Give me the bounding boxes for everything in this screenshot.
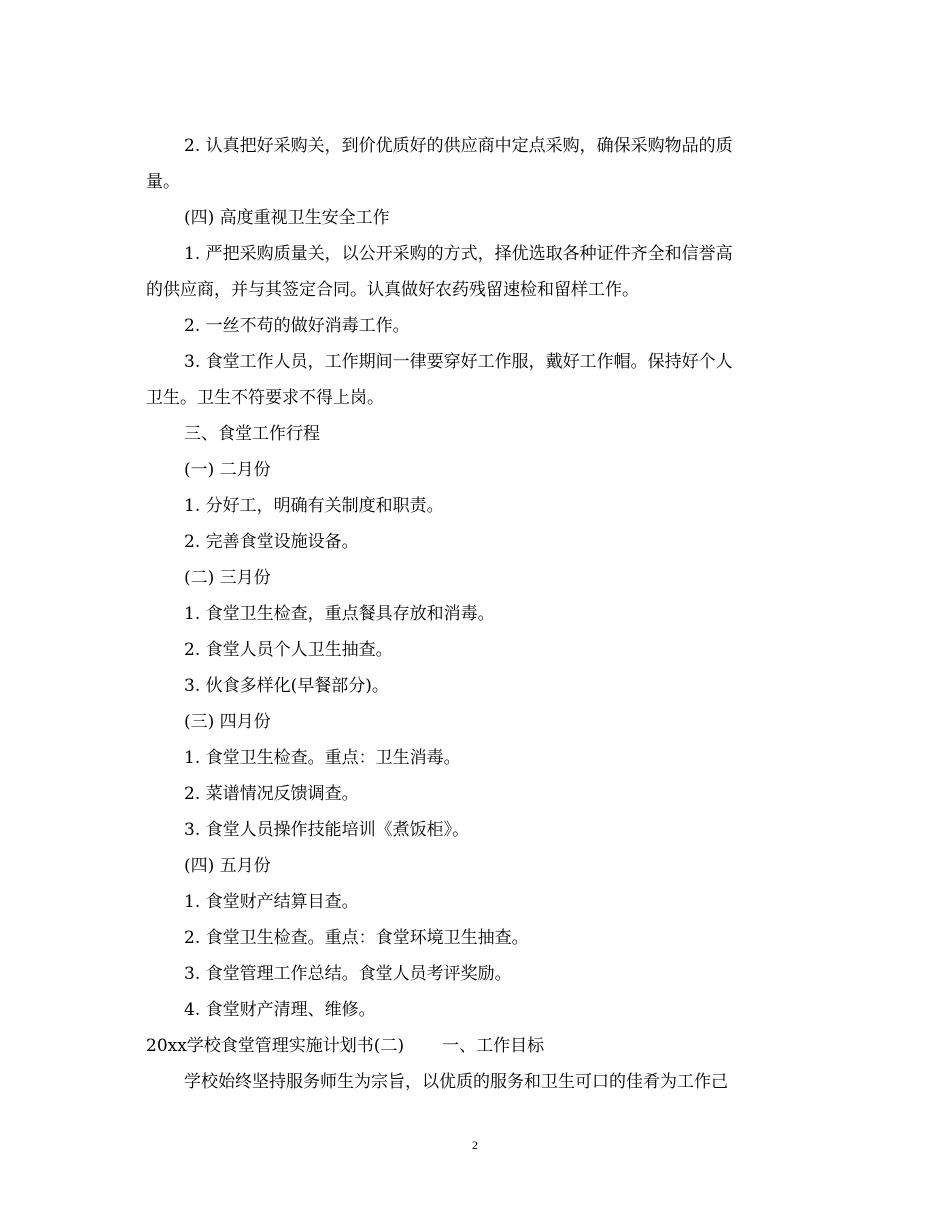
paragraph-line: 2. 完善食堂设施设备。 [184,532,359,552]
paragraph-line: 2. 一丝不苟的做好消毒工作。 [184,316,410,336]
document-body [146,128,796,1100]
paragraph-line: 三、食堂工作行程 [184,424,320,444]
paragraph-line: 3. 食堂工作人员，工作期间一律要穿好工作服，戴好工作帽。保持好个人 [184,352,733,372]
paragraph-line: 2. 菜谱情况反馈调查。 [184,784,359,804]
paragraph-line: 1. 分好工，明确有关制度和职责。 [184,496,444,516]
paragraph-line: 1. 严把采购质量关，以公开采购的方式，择优选取各种证件齐全和信誉高 [184,244,733,264]
paragraph-line: 学校始终坚持服务师生为宗旨，以优质的服务和卫生可口的佳肴为工作己 [184,1072,728,1092]
paragraph-line: (四) 五月份 [184,856,271,876]
paragraph-line: 的供应商，并与其签定合同。认真做好农药残留速检和留样工作。 [146,280,639,300]
paragraph-line: 3. 食堂人员操作技能培训《煮饭柜》。 [184,820,470,840]
paragraph-list [146,128,796,1028]
paragraph-line: 2. 认真把好采购关，到价优质好的供应商中定点采购，确保采购物品的质 [184,136,733,156]
paragraph-line: 量。 [146,172,180,192]
paragraph-line: 卫生。卫生不符要求不得上岗。 [146,388,384,408]
document-title: 20xx学校食堂管理实施计划书(二) [146,1036,405,1056]
paragraph-line: 1. 食堂卫生检查。重点：卫生消毒。 [184,748,461,768]
paragraph-line: 4. 食堂财产清理、维修。 [184,1000,376,1020]
paragraph-line: (三) 四月份 [184,712,271,732]
paragraph-line: 2. 食堂人员个人卫生抽查。 [184,640,393,660]
paragraph-line: (二) 三月份 [184,568,271,588]
paragraph-line: 3. 伙食多样化(早餐部分)。 [184,676,389,696]
paragraph-line: (一) 二月份 [184,460,271,480]
paragraph-line: 3. 食堂管理工作总结。食堂人员考评奖励。 [184,964,512,984]
section-heading-row [146,1028,796,1064]
paragraph-line: (四) 高度重视卫生安全工作 [184,208,390,228]
paragraph-line: 1. 食堂卫生检查，重点餐具存放和消毒。 [184,604,495,624]
paragraph-line: 1. 食堂财产结算目查。 [184,892,359,912]
section-title: 一、工作目标 [442,1036,545,1056]
page-number: 2 [472,1138,478,1152]
paragraph-line: 2. 食堂卫生检查。重点：食堂环境卫生抽查。 [184,928,529,948]
